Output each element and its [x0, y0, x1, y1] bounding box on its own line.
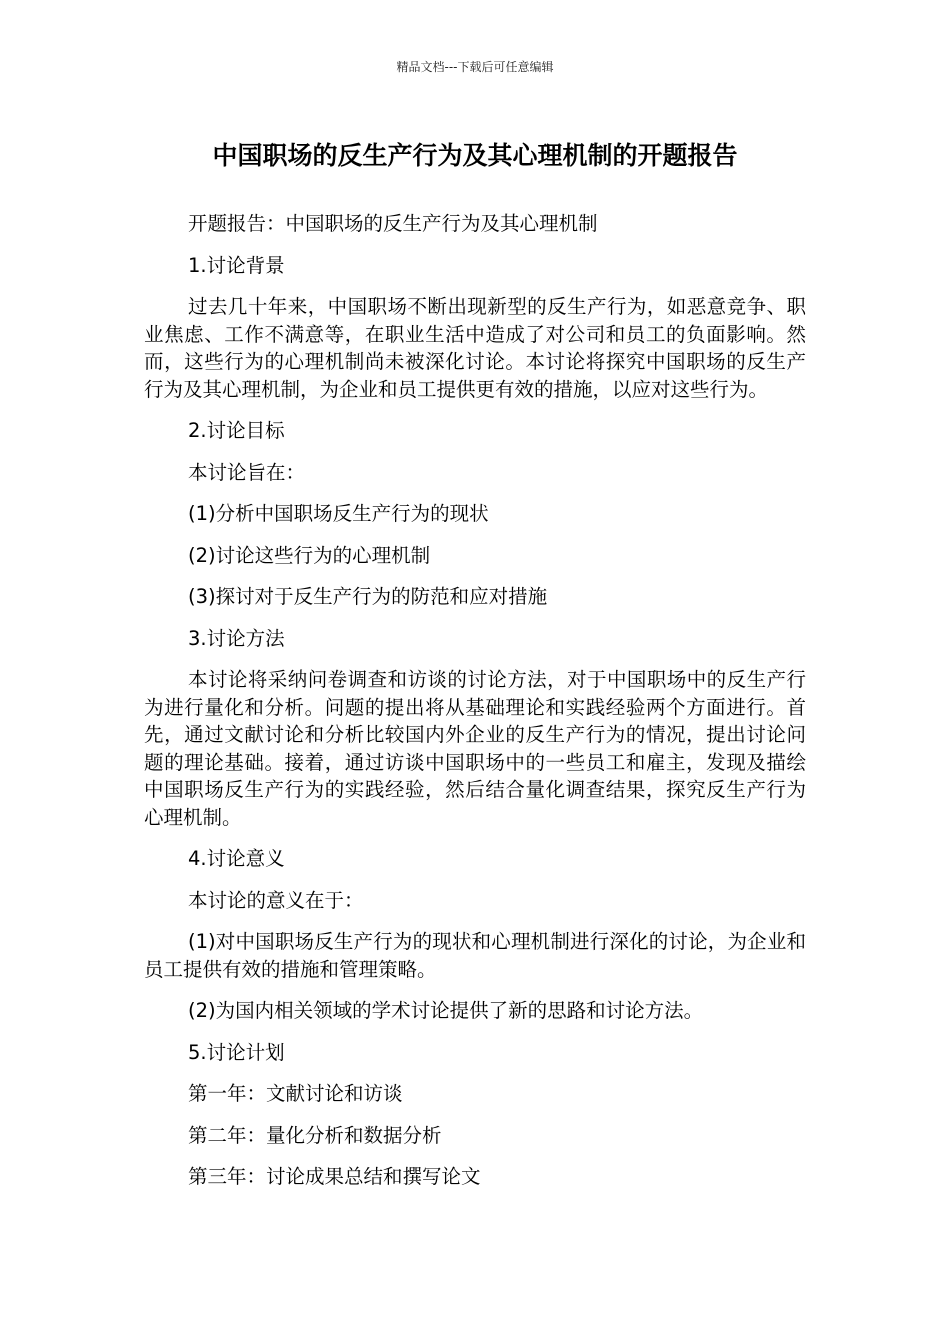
header-note: 精品文档---下载后可任意编辑 — [396, 60, 554, 74]
significance-item-2: (2)为国内相关领域的学术讨论提供了新的思路和讨论方法。 — [188, 999, 704, 1022]
paragraph-background: 过去几十年来，中国职场不断出现新型的反生产行为，如恶意竞争、职业焦虑、工作不满意等，在职业生活中造成了对公司和员工的负面影响。然而，这些行为的心理机制尚未被深化讨论。本讨论将探究中国职场的反生产行为及其心理机制，为企业和员工提供更有效的措施，以应对这些行为。 — [144, 295, 806, 401]
paragraph-goals-intro: 本讨论旨在： — [188, 460, 306, 484]
section-heading-significance: 4.讨论意义 — [188, 847, 285, 870]
paragraph-significance-intro: 本讨论的意义在于： — [188, 888, 364, 912]
goal-item-1: (1)分析中国职场反生产行为的现状 — [188, 502, 489, 525]
significance-item-1: (1)对中国职场反生产行为的现状和心理机制进行深化的讨论，为企业和员工提供有效的措施和管理策略。 — [144, 930, 806, 981]
section-heading-methods: 3.讨论方法 — [188, 626, 285, 650]
plan-item-year-1: 第一年：文献讨论和访谈 — [188, 1082, 403, 1105]
goal-item-2: (2)讨论这些行为的心理机制 — [188, 543, 431, 567]
plan-item-year-2: 第二年：量化分析和数据分析 — [188, 1123, 442, 1147]
paragraph-methods: 本讨论将采纳问卷调查和访谈的讨论方法，对于中国职场中的反生产行为进行量化和分析。问题的提出将从基础理论和实践经验两个方面进行。首先，通过文献讨论和分析比较国内外企业的反生产行为的情况，提出讨论问题的理论基础。接着，通过访谈中国职场中的一些员工和雇主，发现及描绘中国职场反生产行为的实践经验，然后结合量化调查结果，探究反生产行为心理机制。 — [144, 668, 806, 829]
paragraph-report-heading: 开题报告：中国职场的反生产行为及其心理机制 — [188, 212, 598, 235]
section-heading-plan: 5.讨论计划 — [188, 1040, 285, 1064]
goal-item-3: (3)探讨对于反生产行为的防范和应对措施 — [188, 585, 548, 608]
section-heading-goals: 2.讨论目标 — [188, 419, 285, 442]
document-title: 中国职场的反生产行为及其心理机制的开题报告 — [212, 141, 738, 170]
section-heading-background: 1.讨论背景 — [188, 253, 285, 277]
plan-item-year-3: 第三年：讨论成果总结和撰写论文 — [188, 1165, 481, 1188]
document-body — [144, 210, 806, 1205]
